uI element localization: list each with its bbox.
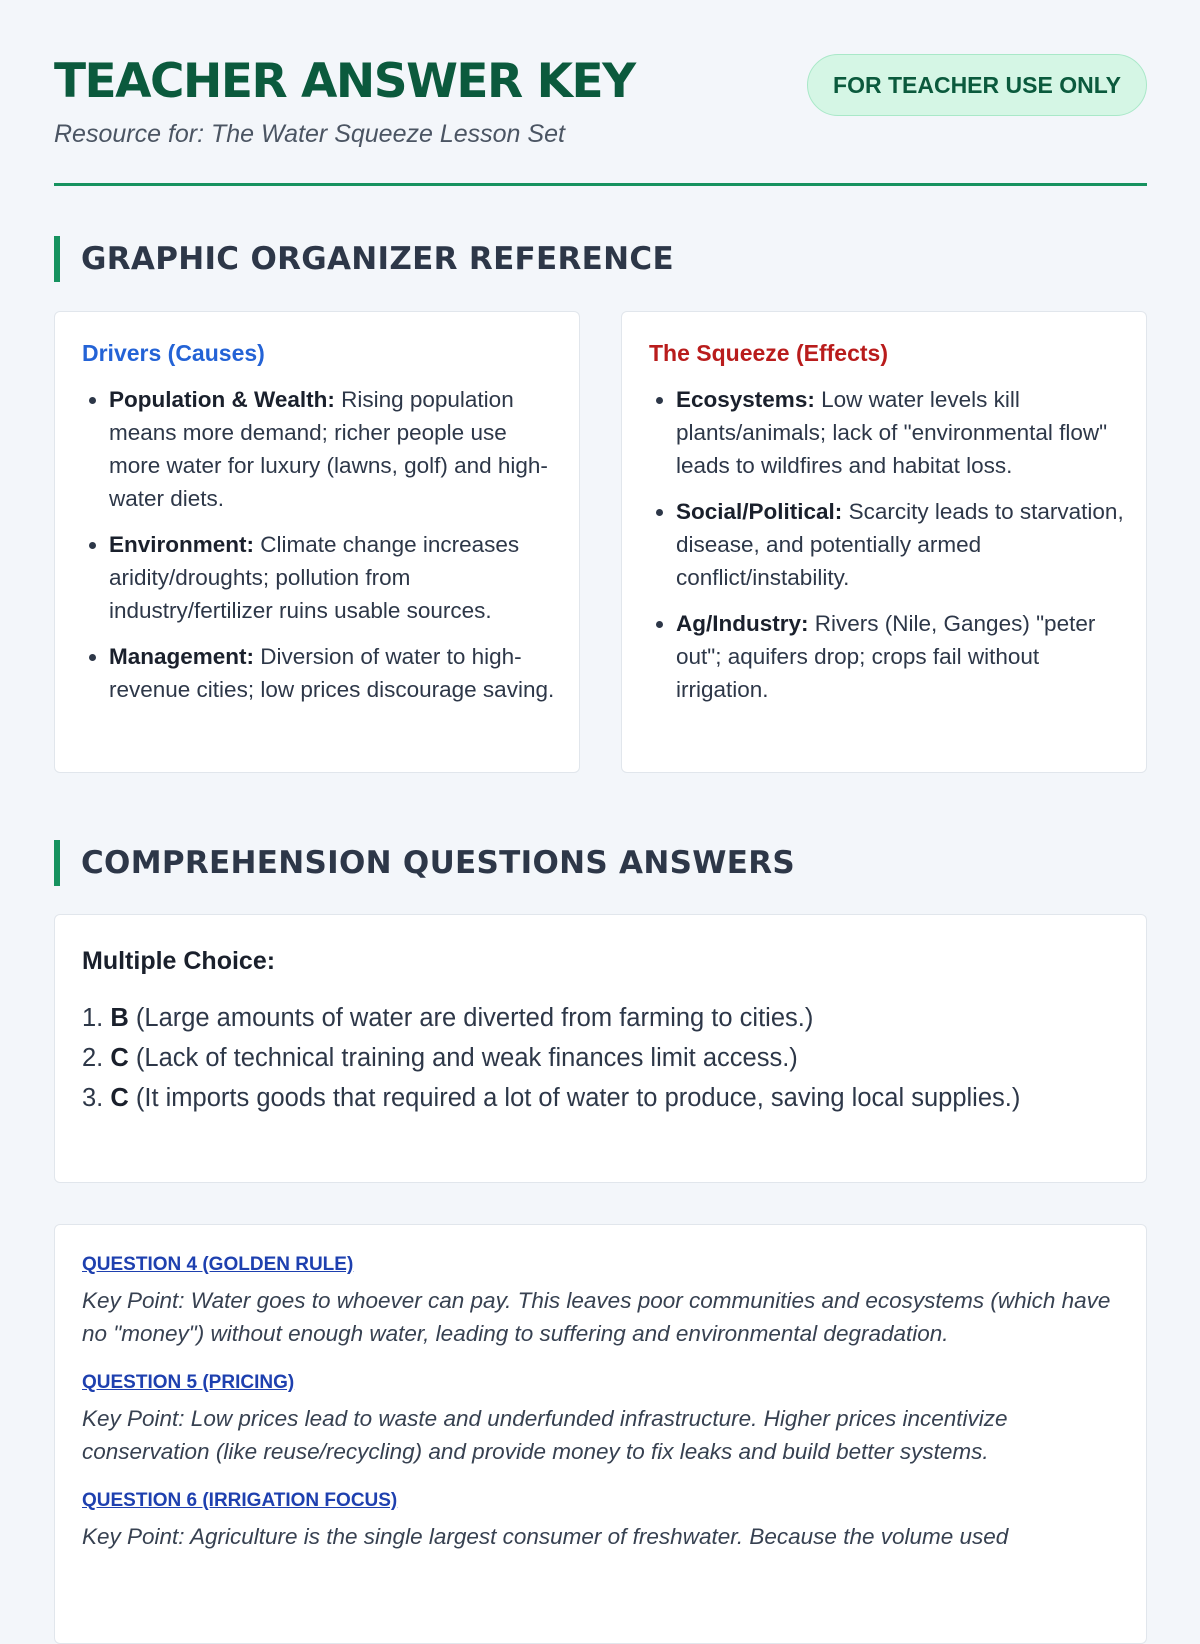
- list-item: [109, 383, 559, 515]
- answer-explanation: (Large amounts of water are diverted from farming to cities.): [135, 1004, 814, 1032]
- causes-list: [55, 383, 579, 706]
- causes-card: [54, 311, 580, 773]
- item-label: Ecosystems:: [676, 387, 815, 412]
- effects-title: The Squeeze (Effects): [649, 340, 888, 366]
- item-text: Scarcity leads to starvation, disease, and potentially armed conflict/instability.: [676, 499, 1124, 590]
- list-item: [109, 528, 559, 627]
- multiple-choice-title: Multiple Choice:: [82, 947, 276, 975]
- question-5-link[interactable]: QUESTION 5 (PRICING): [82, 1372, 295, 1393]
- list-item: [82, 1038, 1119, 1078]
- list-item: [109, 640, 559, 706]
- organizer-heading: GRAPHIC ORGANIZER REFERENCE: [54, 236, 674, 282]
- open-response-card: [54, 1224, 1147, 1644]
- item-label: Population & Wealth:: [109, 387, 335, 412]
- answer-letter: B: [110, 1004, 129, 1032]
- comprehension-heading: COMPREHENSION QUESTIONS ANSWERS: [54, 840, 795, 886]
- answer-key-page: [54, 0, 1147, 1549]
- teacher-only-badge: FOR TEACHER USE ONLY: [807, 54, 1147, 116]
- effects-card: [621, 311, 1147, 773]
- effects-list: [622, 383, 1146, 706]
- item-text: Rising population means more demand; richer people use more water for luxury (lawns, golf) and high-water diets.: [109, 387, 548, 511]
- question-4-answer: Key Point: Water goes to whoever can pay. This leaves poor communities and ecosystems (which have no "money") without enough water, leading to suffering and environmental degradation.: [82, 1288, 1111, 1346]
- item-text: Low water levels kill plants/animals; lack of "environmental flow" leads to wildfires and habitat loss.: [676, 387, 1108, 478]
- item-text: Climate change increases aridity/droughts; pollution from industry/fertilizer ruins usable sources.: [109, 532, 520, 623]
- multiple-choice-card: [54, 914, 1147, 1183]
- list-item: [676, 495, 1126, 594]
- list-item: [82, 998, 1119, 1038]
- answer-letter: C: [110, 1084, 129, 1112]
- item-number: 3.: [82, 1084, 104, 1112]
- item-text: Diversion of water to high-revenue cities; low prices discourage saving.: [109, 644, 555, 702]
- page-header: [54, 0, 1147, 186]
- list-item: [82, 1078, 1119, 1118]
- causes-title: Drivers (Causes): [82, 340, 265, 366]
- item-label: Management:: [109, 644, 255, 669]
- item-number: 1.: [82, 1004, 104, 1032]
- list-item: [676, 607, 1126, 706]
- question-4-link[interactable]: QUESTION 4 (GOLDEN RULE): [82, 1254, 354, 1275]
- page-subtitle: Resource for: The Water Squeeze Lesson Set: [54, 120, 565, 148]
- page-title: TEACHER ANSWER KEY: [54, 54, 635, 109]
- question-6-answer: Key Point: Agriculture is the single largest consumer of freshwater. Because the volume used: [82, 1524, 1009, 1549]
- answer-explanation: (Lack of technical training and weak finances limit access.): [135, 1044, 798, 1072]
- question-5-answer: Key Point: Low prices lead to waste and underfunded infrastructure. Higher prices incentivize conservation (like reuse/recycling) and provide money to fix leaks and build better systems.: [82, 1406, 1008, 1464]
- question-6-link[interactable]: QUESTION 6 (IRRIGATION FOCUS): [82, 1490, 398, 1511]
- item-label: Ag/Industry:: [676, 611, 809, 636]
- answer-letter: C: [110, 1044, 129, 1072]
- item-text: Rivers (Nile, Ganges) "peter out"; aquifers drop; crops fail without irrigation.: [676, 611, 1096, 702]
- item-label: Social/Political:: [676, 499, 843, 524]
- item-number: 2.: [82, 1044, 104, 1072]
- item-label: Environment:: [109, 532, 255, 557]
- multiple-choice-list: [82, 998, 1119, 1118]
- answer-explanation: (It imports goods that required a lot of water to produce, saving local supplies.): [135, 1084, 1021, 1112]
- list-item: [676, 383, 1126, 482]
